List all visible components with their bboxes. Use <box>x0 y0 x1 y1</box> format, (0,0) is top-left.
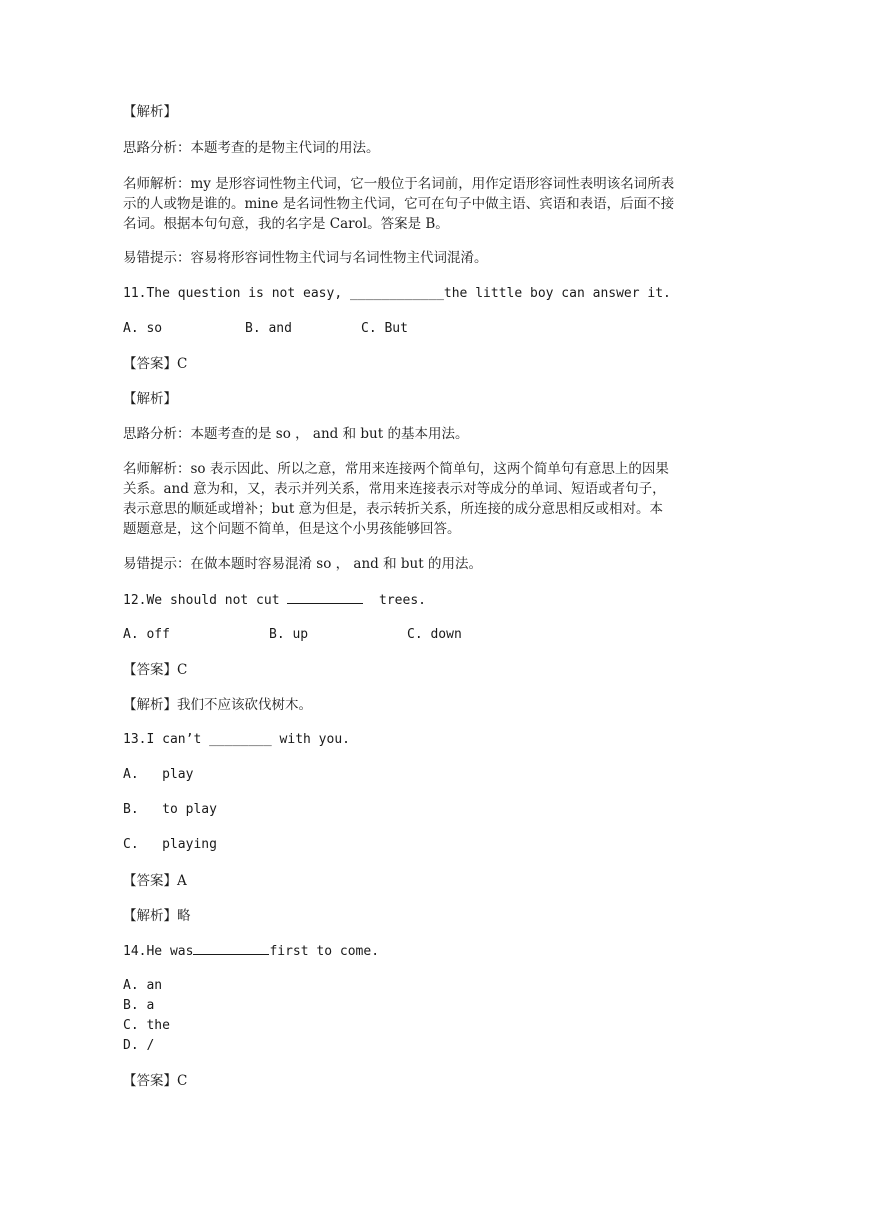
question-12-text-2: trees. <box>363 593 426 608</box>
answer-11: 【答案】C <box>123 356 188 372</box>
question-12-text-1: 12.We should not cut <box>123 593 288 608</box>
approach-analysis-11: 思路分析：本题考查的是 so ， and 和 but 的基本用法。 <box>123 426 469 442</box>
option-a: A. off <box>123 627 170 642</box>
teacher-analysis-line-3: 名词。根据本句句意，我的名字是 Carol。答案是 B。 <box>123 216 449 232</box>
question-14-text-2: first to come. <box>269 944 380 959</box>
question-11 <box>123 284 671 304</box>
question-11-blank: ____________ <box>349 286 444 301</box>
question-12 <box>123 590 426 611</box>
question-14-option-b: B. a <box>123 998 155 1013</box>
question-14-option-c: C. the <box>123 1018 170 1033</box>
question-14-text-1: 14.He was <box>123 944 194 959</box>
question-11-text-2: the little boy can answer it. <box>443 286 671 301</box>
question-13-option-c: C. playing <box>123 837 217 852</box>
option-a: A. so <box>123 321 163 336</box>
question-12-blank <box>287 590 363 604</box>
teacher-analysis-line-2: 示的人或物是谁的。mine 是名词性物主代词，它可在句子中做主语、宾语和表语，后面不接 <box>123 196 675 212</box>
answer-12: 【答案】C <box>123 662 188 678</box>
error-tip: 易错提示：容易将形容词性物主代词与名词性物主代词混淆。 <box>123 250 488 266</box>
question-14-option-a: A. an <box>123 978 163 993</box>
question-13-blank: ________ <box>209 732 272 747</box>
option-b: B. and <box>245 321 292 336</box>
analysis-13: 【解析】略 <box>123 908 191 924</box>
option-c: C. But <box>361 321 408 336</box>
option-c: C. down <box>407 627 462 642</box>
teacher-analysis-11-line-2: 关系。and 意为和，又，表示并列关系，常用来连接表示对等成分的单词、短语或者句子， <box>123 481 666 497</box>
answer-13: 【答案】A <box>123 873 187 889</box>
question-12-options <box>123 625 462 645</box>
question-13-text-1: 13.I can’t <box>123 732 210 747</box>
teacher-analysis-11-line-3: 表示意思的顺延或增补；but 意为但是，表示转折关系，所连接的成分意思相反或相对。本 <box>123 501 664 517</box>
teacher-analysis-11-line-1: 名师解析：so 表示因此、所以之意，常用来连接两个简单句，这两个简单句有意思上的因果 <box>123 461 669 477</box>
question-11-options <box>123 319 408 339</box>
question-11-text-1: 11.The question is not easy, <box>123 286 350 301</box>
question-13 <box>123 730 350 750</box>
approach-analysis: 思路分析：本题考查的是物主代词的用法。 <box>123 140 380 156</box>
analysis-label: 【解析】 <box>123 104 177 120</box>
answer-14: 【答案】C <box>123 1073 188 1089</box>
analysis-label-11: 【解析】 <box>123 391 177 407</box>
teacher-analysis-line-1: 名师解析：my 是形容词性物主代词，它一般位于名词前，用作定语形容词性表明该名词所表 <box>123 176 675 192</box>
question-14 <box>123 941 379 962</box>
question-14-blank <box>193 941 269 955</box>
question-13-text-2: with you. <box>271 732 350 747</box>
teacher-analysis-11-line-4: 题题意是，这个问题不简单，但是这个小男孩能够回答。 <box>123 521 461 537</box>
question-13-option-a: A. play <box>123 767 194 782</box>
analysis-12: 【解析】我们不应该砍伐树木。 <box>123 697 312 713</box>
question-13-option-b: B. to play <box>123 802 217 817</box>
option-b: B. up <box>269 627 309 642</box>
question-14-option-d: D. / <box>123 1038 155 1053</box>
error-tip-11: 易错提示：在做本题时容易混淆 so ， and 和 but 的用法。 <box>123 556 482 572</box>
